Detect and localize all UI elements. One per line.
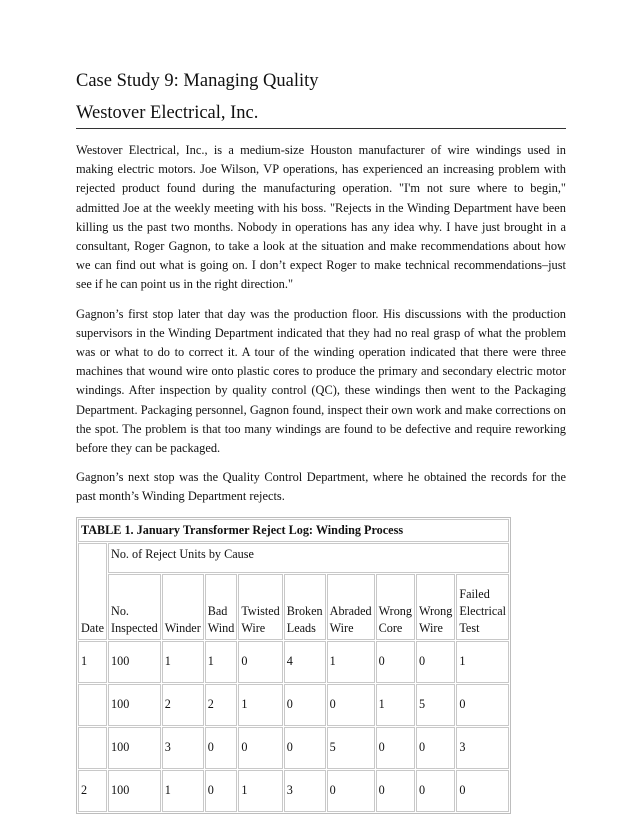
paragraph-quality-control: Gagnon’s next stop was the Quality Control Department, where he obtained the records for the past month’s Winding Department rejects.	[76, 470, 566, 504]
table-cell: 5	[327, 727, 375, 769]
table-cell: 0	[456, 684, 509, 726]
table-cell: 1	[162, 770, 204, 812]
table-cell: 0	[284, 684, 326, 726]
table-row	[78, 684, 509, 726]
table-group-header-row	[78, 543, 509, 573]
table-cell: 0	[284, 727, 326, 769]
table-cell: 100	[108, 641, 161, 683]
column-header-wrong-core: Wrong Core	[376, 574, 415, 640]
table-cell: 2	[162, 684, 204, 726]
table-cell: 0	[376, 641, 415, 683]
table-caption-row	[78, 519, 509, 542]
table-caption: TABLE 1. January Transformer Reject Log: Winding Process	[78, 519, 509, 542]
table-group-header: No. of Reject Units by Cause	[108, 543, 509, 573]
paragraph-intro: Westover Electrical, Inc., is a medium-size Houston manufacturer of wire windings used in making electric motors. Joe Wilson, VP operations, has experienced an increasing problem with rejected product found during the manufacturing operation. "I'm not sure where to begin," admitted Joe at the weekly meeting with his boss. "Rejects in the Winding Department have been killing us the past two months. Nobody in operations has any idea why. I have just brought in a consultant, Roger Gagnon, to take a look at the situation and make recommendations about how we can find out what is going on. I don’t expect Roger to make technical recommendations–just see if he can point us in the right direction."	[76, 143, 566, 292]
table-cell: 100	[108, 770, 161, 812]
table-header-row	[78, 574, 509, 640]
table-row	[78, 727, 509, 769]
column-header-abraded-wire: Abraded Wire	[327, 574, 375, 640]
paragraph-production-floor: Gagnon’s first stop later that day was the production floor. His discussions with the production supervisors in the Winding Department indicated that they had no real grasp of what the problem was or what to do to correct it. A tour of the winding operation indicated that there were three machines that wound wire onto plastic cores to produce the primary and secondary electric motor windings. After inspection by quality control (QC), these windings then went to the Packaging Department. Packaging personnel, Gagnon found, inspect their own work and make corrections on the spot. The problem is that too many windings are found to be defective and require reworking before they can be packaged.	[76, 306, 566, 456]
table-cell: 3	[162, 727, 204, 769]
column-header-no-inspected: No. Inspected	[108, 574, 161, 640]
table-cell	[78, 727, 107, 769]
table-cell: 100	[108, 684, 161, 726]
table-cell: 2	[78, 770, 107, 812]
table-cell: 1	[162, 641, 204, 683]
table-cell: 0	[238, 727, 282, 769]
table-cell: 0	[376, 727, 415, 769]
table-cell: 0	[205, 727, 238, 769]
column-header-broken-leads: Broken Leads	[284, 574, 326, 640]
table-cell: 1	[376, 684, 415, 726]
table-cell: 3	[456, 727, 509, 769]
table-cell: 3	[284, 770, 326, 812]
document-page	[76, 70, 566, 814]
column-header-winder: Winder	[162, 574, 204, 640]
column-header-failed-electrical-test: Failed Electrical Test	[456, 574, 509, 640]
table-cell: 0	[416, 727, 455, 769]
document-subtitle: Westover Electrical, Inc.	[76, 103, 259, 123]
column-header-bad-wind: Bad Wind	[205, 574, 238, 640]
table-cell: 4	[284, 641, 326, 683]
table-cell: 0	[205, 770, 238, 812]
document-title: Case Study 9: Managing Quality	[76, 71, 319, 91]
table-cell: 0	[327, 770, 375, 812]
table-cell: 1	[327, 641, 375, 683]
column-header-wrong-wire: Wrong Wire	[416, 574, 455, 640]
table-cell	[78, 684, 107, 726]
table-cell: 1	[456, 641, 509, 683]
table-cell: 0	[327, 684, 375, 726]
table-cell: 0	[416, 770, 455, 812]
column-header-twisted-wire: Twisted Wire	[238, 574, 282, 640]
column-header-date: Date	[78, 543, 107, 640]
table-cell: 1	[238, 684, 282, 726]
table-cell: 0	[376, 770, 415, 812]
table-cell: 0	[416, 641, 455, 683]
reject-log-table	[76, 517, 511, 814]
table-row	[78, 641, 509, 683]
table-cell: 1	[238, 770, 282, 812]
table-cell: 1	[205, 641, 238, 683]
table-cell: 100	[108, 727, 161, 769]
table-cell: 2	[205, 684, 238, 726]
table-cell: 1	[78, 641, 107, 683]
table-row	[78, 770, 509, 812]
title-divider	[76, 128, 566, 129]
table-cell: 0	[238, 641, 282, 683]
table-cell: 5	[416, 684, 455, 726]
table-cell: 0	[456, 770, 509, 812]
